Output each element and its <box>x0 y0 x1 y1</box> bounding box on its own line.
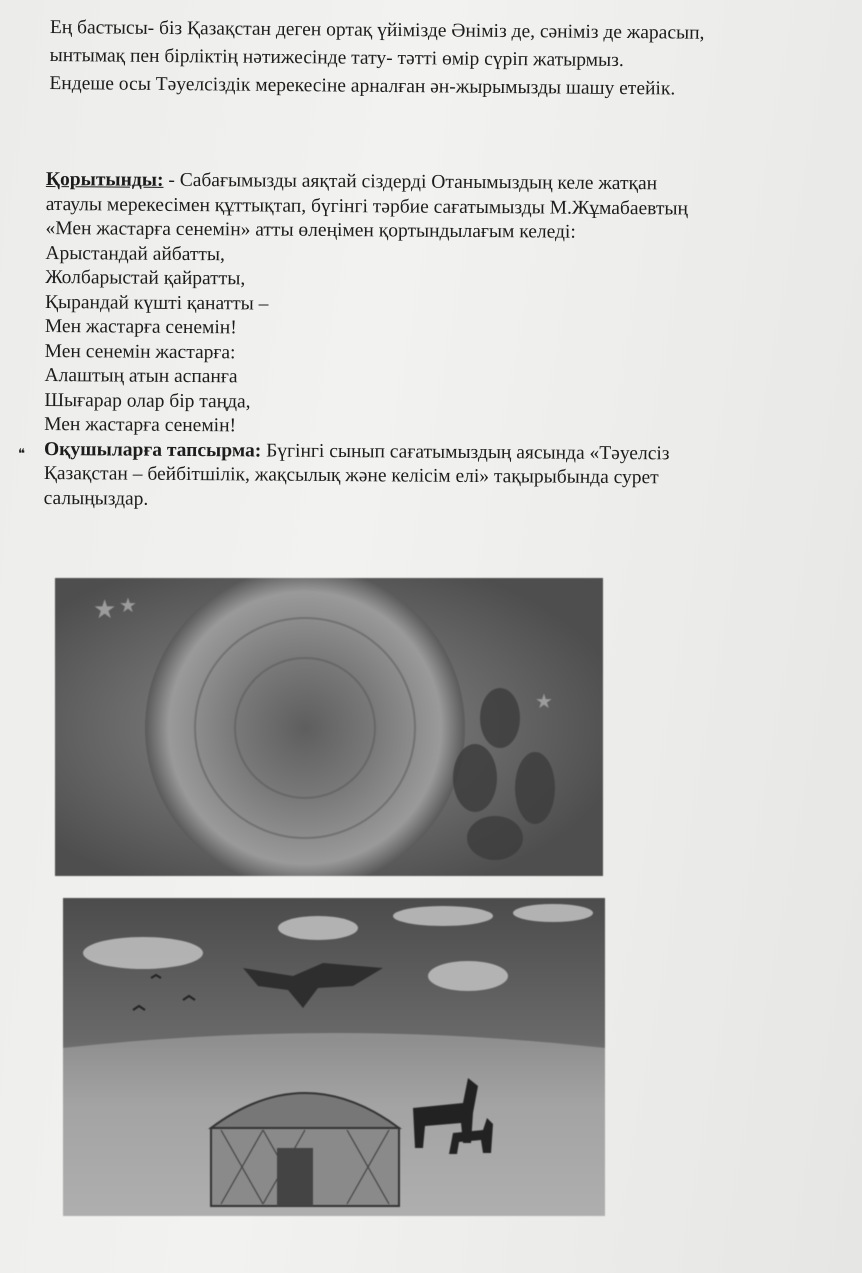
poem-line: Арыстандай айбатты, <box>45 242 225 265</box>
svg-text:★: ★ <box>93 595 117 625</box>
conclusion-line: атаулы мерекесімен құттықтап, бүгінгі тәрбие сағатымызды М.Жұмабаевтың <box>45 193 689 219</box>
poem-line: Мен жастарға сенемін! <box>44 315 237 339</box>
intro-line: Ең бастысы- біз Қазақстан деген ортақ үйімізде Әніміз де, сәніміз де жарасып, <box>49 16 705 44</box>
svg-text:★: ★ <box>535 689 553 713</box>
task-text: Бүгінгі сынып сағатымыздың аясында «Тәуелсіз <box>261 440 670 464</box>
poem-line: Алаштың атын аспанға <box>44 364 238 388</box>
bullet-icon: ❝ <box>17 445 26 461</box>
task-line: Қазақстан – бейбітшілік, жақсылық және келісім елі» тақырыбында сурет <box>43 462 659 489</box>
poem-line: Жолбарыстай қайратты, <box>45 266 246 290</box>
task-heading: Оқушыларға тапсырма: <box>43 438 262 462</box>
intro-line: ынтымақ пен бірліктің нәтижесінде тату- тәтті өмір сүріп жатырмыз. <box>49 44 624 72</box>
drawing-globe-image <box>55 578 603 876</box>
conclusion-section <box>17 168 826 516</box>
intro-line: Ендеше осы Тәуелсіздік мерекесіне арналған ән-жырымызды шашу етейік. <box>49 72 676 100</box>
poem-line: Қырандай күшті қанатты – <box>44 291 269 315</box>
intro-paragraph <box>49 14 840 105</box>
yurt-shape <box>211 1093 399 1206</box>
conclusion-line: «Мен жастарға сенемін» атты өлеңімен қортындылағым келеді: <box>45 217 576 243</box>
poem-line: Мен сенемін жастарға: <box>44 340 236 363</box>
poem-line: Шығарар олар бір таңда, <box>44 389 251 412</box>
globe-shape <box>145 578 465 876</box>
conclusion-text: - Сабағымызды аяқтай сіздерді Отанымыздың келе жатқан <box>163 169 658 195</box>
svg-text:★: ★ <box>119 593 137 617</box>
poem-line: Мен жастарға сенемін! <box>44 413 237 437</box>
conclusion-heading: Қорытынды: <box>45 168 164 191</box>
task-line: салыңыздар. <box>43 487 149 510</box>
drawing-yurt-image <box>63 898 605 1216</box>
